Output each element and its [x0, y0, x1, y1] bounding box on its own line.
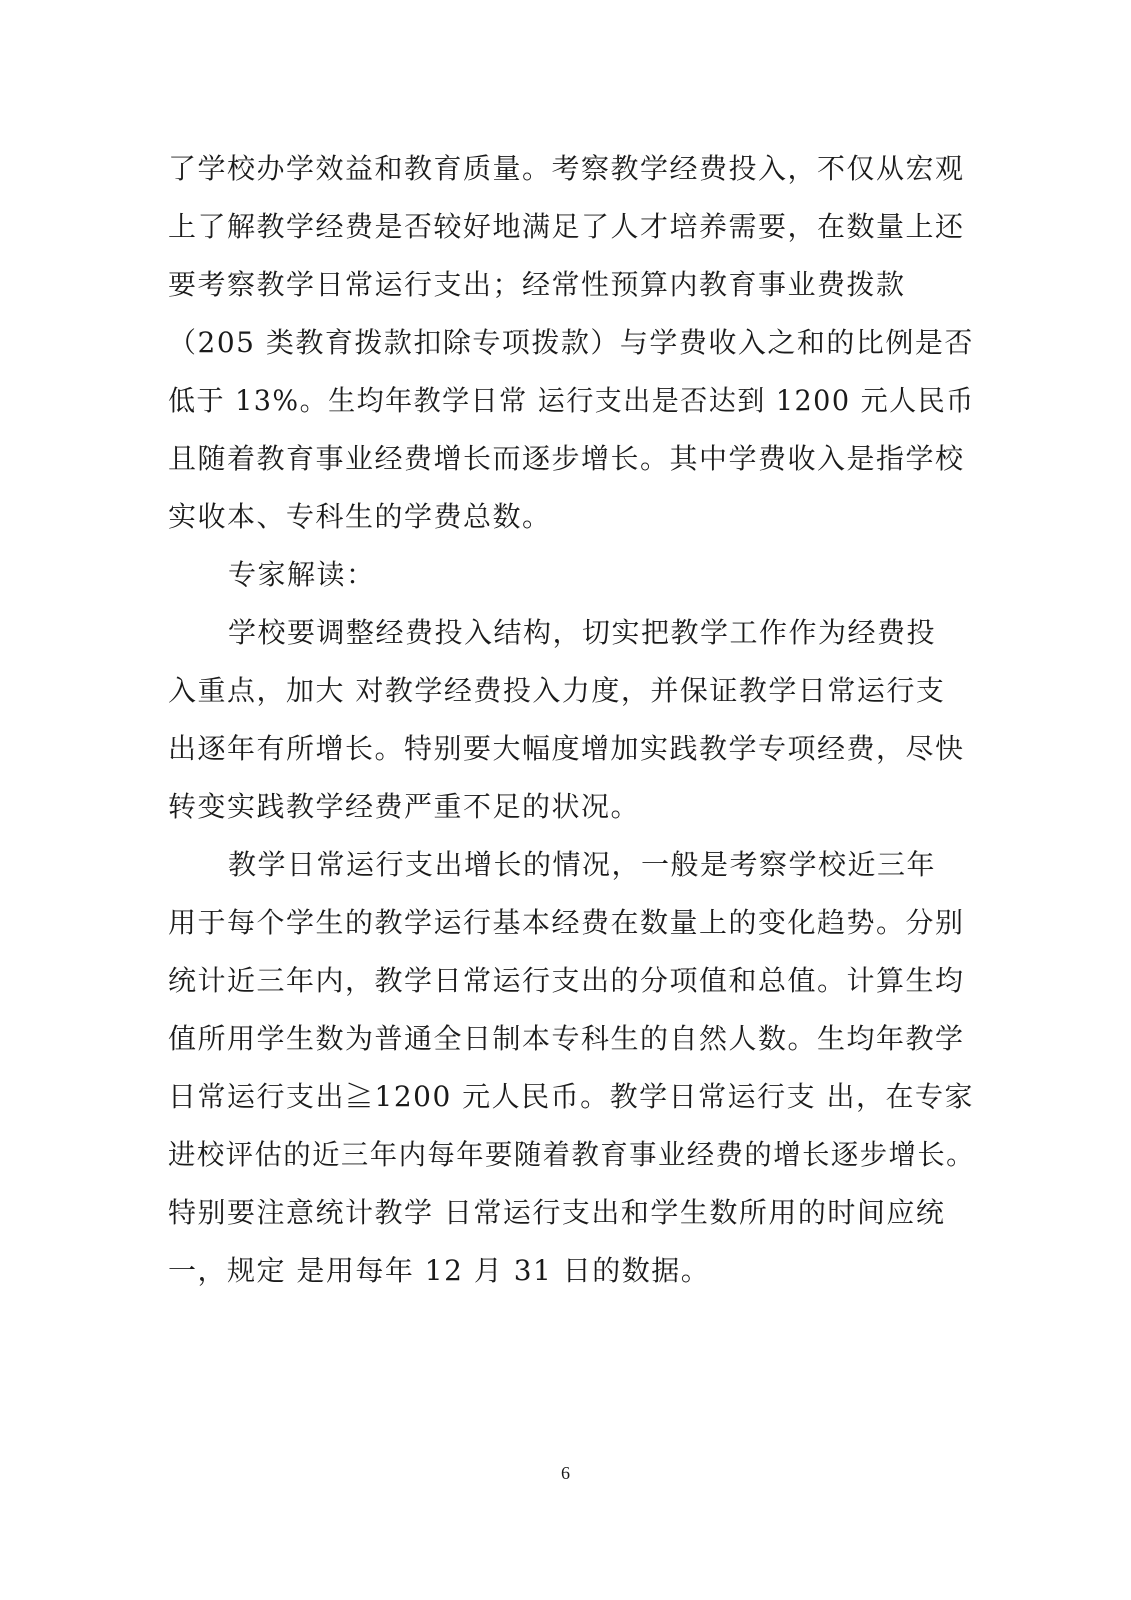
text-line: 用于每个学生的教学运行基本经费在数量上的变化趋势。分别 [168, 906, 965, 939]
text-line: 转变实践教学经费严重不足的状况。 [168, 790, 641, 823]
text-line: 出逐年有所增长。特别要大幅度增加实践教学专项经费，尽快 [168, 732, 965, 765]
text-line: 实收本、专科生的学费总数。 [168, 500, 552, 533]
section-heading: 专家解读： [228, 558, 376, 591]
text-line: 日常运行支出≧1200 元人民币。教学日常运行支 出，在专家 [168, 1080, 975, 1113]
text-line: 了学校办学效益和教育质量。考察教学经费投入，不仅从宏观 [168, 152, 965, 185]
text-line: 值所用学生数为普通全日制本专科生的自然人数。生均年教学 [168, 1022, 965, 1055]
text-line: 低于 13%。生均年教学日常 运行支出是否达到 1200 元人民币 [168, 384, 975, 417]
text-line: 且随着教育事业经费增长而逐步增长。其中学费收入是指学校 [168, 442, 965, 475]
text-line: 上了解教学经费是否较好地满足了人才培养需要，在数量上还 [168, 210, 965, 243]
text-line: 要考察教学日常运行支出；经常性预算内教育事业费拨款 [168, 268, 906, 301]
text-line: 学校要调整经费投入结构，切实把教学工作作为经费投 [228, 616, 937, 649]
text-line: 教学日常运行支出增长的情况，一般是考察学校近三年 [228, 848, 937, 881]
text-line: 进校评估的近三年内每年要随着教育事业经费的增长逐步增长。 [168, 1138, 976, 1171]
text-line: 入重点，加大 对教学经费投入力度，并保证教学日常运行支 [168, 674, 946, 707]
text-line: 特别要注意统计教学 日常运行支出和学生数所用的时间应统 [168, 1196, 946, 1229]
text-line: 统计近三年内，教学日常运行支出的分项值和总值。计算生均 [168, 964, 965, 997]
page-number: 6 [561, 1463, 570, 1483]
text-line: 一，规定 是用每年 12 月 31 日的数据。 [168, 1254, 711, 1287]
text-line: （205 类教育拨款扣除专项拨款）与学费收入之和的比例是否 [168, 326, 974, 359]
